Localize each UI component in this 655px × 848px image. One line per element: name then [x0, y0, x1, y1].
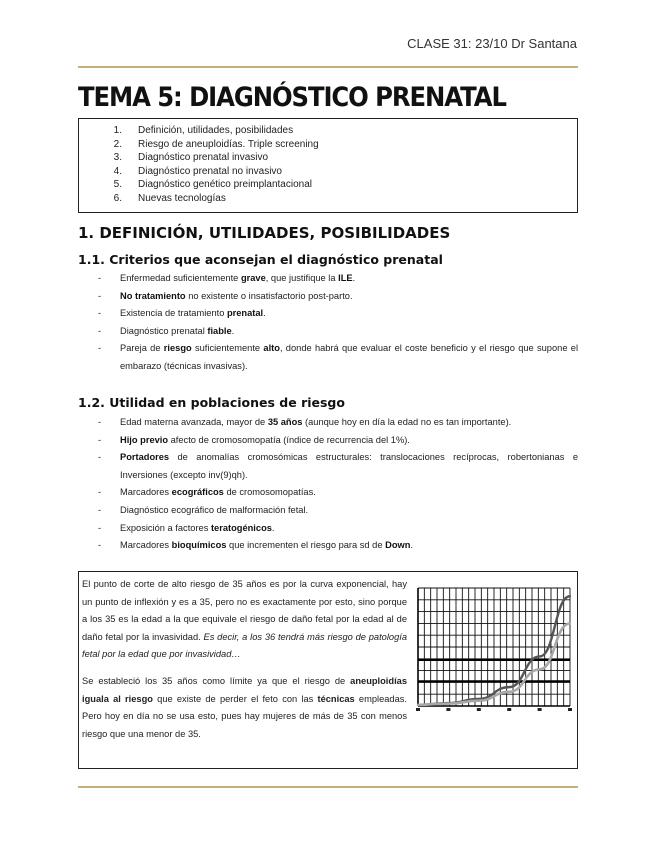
chart-point — [569, 595, 571, 597]
index-text: Diagnóstico genético preimplantacional — [138, 179, 312, 191]
chart-point — [417, 704, 419, 706]
index-item — [79, 178, 577, 192]
note-paragraph-2: Se estableció los 35 años como límite ya que el riesgo de aneuploidías iguala al riesgo que existe de perder el feto con las técnicas empleadas. Pero hoy en día no se usa esto, pues hay mujeres de más de 35 con menos riesgo que una menor de 35. — [82, 675, 407, 739]
index-box — [78, 118, 578, 213]
list-item: - Diagnóstico prenatal fiable. — [78, 323, 578, 341]
list-item: - Marcadores bioquímicos que incrementen el riesgo para sd de Down. — [78, 537, 578, 555]
chart-point — [447, 703, 449, 705]
list-item: - Enfermedad suficientemente grave, que justifique la ILE. — [78, 270, 578, 288]
index-number: 1. — [113, 125, 122, 136]
index-item — [79, 124, 577, 138]
header-class-info: CLASE 31: 23/10 Dr Santana — [407, 36, 577, 51]
index-number: 3. — [113, 152, 122, 164]
index-text: Riesgo de aneuploidías. Triple screening — [138, 138, 319, 150]
index-text: Diagnóstico prenatal no invasivo — [138, 165, 282, 177]
index-number: 6. — [113, 192, 122, 204]
bottom-divider — [78, 786, 578, 788]
chart-point — [508, 686, 510, 688]
index-text: Nuevas tecnologías — [138, 192, 226, 204]
page-title: TEMA 5: DIAGNÓSTICO PRENATAL — [78, 82, 506, 113]
index-text: Definición, utilidades, posibilidades — [138, 125, 294, 136]
chart-point — [539, 655, 541, 657]
index-text: Diagnóstico prenatal invasivo — [138, 152, 269, 164]
chart-x-tick — [568, 708, 572, 711]
list-item: - Edad materna avanzada, mayor de 35 años (aunque hoy en día la edad no es tan importante). — [78, 414, 578, 432]
list-item: - Marcadores ecográficos de cromosomopatías. — [78, 484, 578, 502]
index-item — [79, 138, 577, 152]
chart-point — [478, 700, 480, 702]
chart-x-tick — [446, 708, 450, 711]
chart-x-tick — [477, 708, 481, 711]
index-list — [79, 124, 577, 206]
risk-age-chart — [412, 582, 575, 716]
list-item: - Hijo previo afecto de cromosomopatía (índice de recurrencia del 1%). — [78, 432, 578, 450]
subsection-1-2-heading: 1.2. Utilidad en poblaciones de riesgo — [78, 395, 345, 410]
note-box — [78, 571, 578, 769]
note-paragraph-1: El punto de corte de alto riesgo de 35 años es por la curva exponencial, hay un punto de inflexión y es a 35, pero no es exactamente por esto, sino porque a los 35 es la edad a la que equivale el riesgo de daño fetal por la edad al de daño fetal por la invasividad. Es decir, a los 36 tendrá más riesgo de patología fetal por la edad que por invasividad… — [82, 579, 407, 660]
subsection-1-1-heading: 1.1. Criterios que aconsejan el diagnóstico prenatal — [78, 252, 443, 267]
index-number: 2. — [113, 138, 122, 150]
index-number: 5. — [113, 179, 122, 191]
index-item — [79, 192, 577, 206]
risk-population-list — [78, 414, 578, 555]
index-item — [79, 151, 577, 165]
chart-x-tick — [538, 708, 542, 711]
chart-x-tick — [507, 708, 511, 711]
note-text — [82, 576, 407, 743]
top-divider — [78, 66, 578, 68]
list-item: - Diagnóstico ecográfico de malformación fetal. — [78, 502, 578, 520]
list-item: - Existencia de tratamiento prenatal. — [78, 305, 578, 323]
list-item: - No tratamiento no existente o insatisfactorio post-parto. — [78, 288, 578, 306]
chart-x-tick — [416, 708, 420, 711]
index-number: 4. — [113, 165, 122, 177]
list-item: - Pareja de riesgo suficientemente alto, donde habrá que evaluar el coste beneficio y el riesgo que supone el embarazo (técnicas invasivas). — [78, 340, 578, 375]
section-1-heading: 1. DEFINICIÓN, UTILIDADES, POSIBILIDADES — [78, 224, 451, 242]
criteria-list — [78, 270, 578, 376]
chart-point — [569, 622, 571, 624]
chart-point — [539, 668, 541, 670]
list-item: - Exposición a factores teratogénicos. — [78, 520, 578, 538]
list-item: - Portadores de anomalías cromosómicas estructurales: translocaciones recíprocas, robertonianas e Inversiones (excepto inv(9)qh). — [78, 449, 578, 484]
chart-point — [508, 691, 510, 693]
index-item — [79, 165, 577, 179]
